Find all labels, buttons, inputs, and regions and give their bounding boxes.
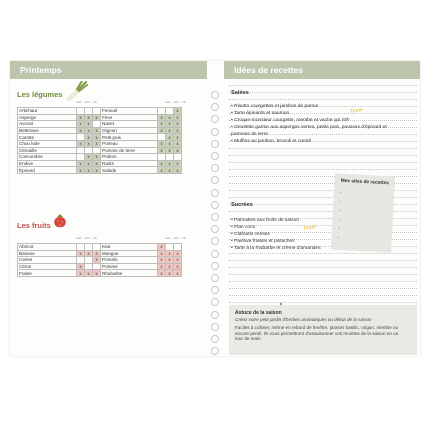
recipe-sites-card: [331, 173, 395, 252]
ruled-line: [229, 99, 417, 100]
season-cell: x: [166, 140, 174, 147]
season-cell: [166, 108, 174, 115]
table-row: [18, 257, 182, 264]
binder-ring: [211, 225, 219, 233]
produce-name: Concombre: [18, 154, 77, 161]
season-cell: x: [174, 160, 182, 167]
salees-list: [231, 104, 387, 145]
planner-page: [10, 61, 420, 356]
season-cell: x: [174, 134, 182, 141]
produce-name: Poireau: [101, 140, 158, 147]
ruled-line: [229, 92, 417, 93]
season-cell: x: [77, 140, 85, 147]
season-tip-box: [229, 305, 417, 355]
binder-ring: [211, 213, 219, 221]
season-cell: [93, 244, 101, 251]
season-cell: [77, 244, 85, 251]
produce-name: Fève: [101, 114, 158, 121]
table-row: [18, 127, 182, 134]
season-cell: [85, 257, 93, 264]
card-title: Mes sites de recettes: [340, 178, 389, 187]
season-cell: x: [166, 127, 174, 134]
season-cell: x: [93, 167, 101, 174]
table-row: [18, 167, 182, 174]
ruled-line: [229, 281, 417, 282]
season-cell: x: [174, 257, 182, 264]
season-cell: x: [85, 250, 93, 257]
recipe-item: • Clafoutis cerises: [231, 231, 270, 237]
season-cell: x: [158, 121, 166, 128]
season-cell: [166, 154, 174, 161]
season-cell: x: [85, 114, 93, 121]
produce-name: Carotte: [18, 134, 77, 141]
season-cell: [93, 263, 101, 270]
season-cell: x: [166, 160, 174, 167]
season-cell: x: [174, 114, 182, 121]
produce-name: Citrouille: [18, 147, 77, 154]
season-cell: x: [166, 270, 174, 277]
card-bullet: •: [339, 189, 342, 195]
ruled-line: [229, 85, 417, 86]
card-bullet: •: [339, 198, 342, 204]
produce-name: Betterave: [18, 127, 77, 134]
season-cell: x: [174, 147, 182, 154]
season-cell: x: [174, 108, 182, 115]
produce-name: Petit pois: [101, 134, 158, 141]
recipe-item: • Tarte épinards et saumon: [231, 110, 290, 116]
season-cell: x: [166, 263, 174, 270]
season-cell: x: [174, 250, 182, 257]
table-row: [18, 250, 182, 257]
season-cell: [174, 154, 182, 161]
table-row: [18, 244, 182, 251]
season-cell: x: [77, 270, 85, 277]
binder-ring: [211, 164, 219, 172]
season-cell: x: [93, 250, 101, 257]
produce-name: Abricot: [18, 244, 77, 251]
fruits-title: Les fruits: [17, 221, 51, 230]
binder-ring: [211, 140, 219, 148]
season-cell: [166, 244, 174, 251]
season-cell: x: [85, 167, 93, 174]
season-cell: x: [166, 147, 174, 154]
fruits-table: [17, 243, 182, 277]
legumes-table: [17, 107, 182, 174]
season-cell: x: [158, 114, 166, 121]
season-cell: x: [174, 263, 182, 270]
binder-ring: [211, 323, 219, 331]
recipe-item: • Flan coco: [231, 224, 256, 230]
season-cell: [85, 263, 93, 270]
binder-ring: [211, 103, 219, 111]
produce-name: Asperge: [18, 114, 77, 121]
season-cell: x: [85, 140, 93, 147]
season-cell: x: [174, 121, 182, 128]
season-cell: x: [158, 127, 166, 134]
binder-ring: [211, 128, 219, 136]
leek-icon: [66, 81, 88, 101]
tip-title: Astuce de la saison: [235, 310, 282, 316]
season-cell: x: [166, 257, 174, 264]
sucrees-title: Sucrées: [231, 202, 253, 208]
season-cell: x: [85, 134, 93, 141]
recipe-item: • Muffins au jambon, brocoli et comté: [231, 138, 312, 144]
binder-ring: [211, 91, 219, 99]
season-cell: x: [158, 140, 166, 147]
tip-body: Faciles à cultiver, même en rebord de fenêtre, plantez basilic, origan, menthe ou encore persil. Ils vous permettront d'assaisonner vos recettes de la saison en un tour de main.: [235, 325, 399, 341]
season-cell: x: [158, 147, 166, 154]
left-header: Printemps: [10, 61, 207, 79]
produce-name: Navet: [101, 121, 158, 128]
recipe-item: • Pavlova fraises et pistaches: [231, 238, 295, 244]
produce-name: Oignon: [101, 127, 158, 134]
table-row: [18, 108, 182, 115]
produce-name: Potiron: [101, 154, 158, 161]
produce-name: Citron: [18, 263, 77, 270]
sucrees-list: [231, 218, 321, 253]
season-cell: [158, 154, 166, 161]
season-cell: [85, 147, 93, 154]
season-cell: x: [93, 160, 101, 167]
ruled-line: [229, 302, 417, 303]
table-row: [18, 270, 182, 277]
season-cell: [158, 108, 166, 115]
produce-name: Kiwi: [101, 244, 158, 251]
binder-ring: [211, 347, 219, 355]
season-cell: [77, 108, 85, 115]
binder-ring: [211, 201, 219, 209]
season-cell: x: [174, 167, 182, 174]
produce-name: Chou kale: [18, 140, 77, 147]
legumes-colheads-left: mars avril mai: [76, 101, 97, 104]
season-cell: x: [77, 160, 85, 167]
season-cell: x: [174, 127, 182, 134]
strawberry-icon: [52, 213, 68, 229]
season-cell: x: [85, 127, 93, 134]
produce-name: Artichaut: [18, 108, 77, 115]
season-cell: x: [77, 250, 85, 257]
produce-name: Épinard: [18, 167, 77, 174]
tested-stamp-sucrees: Testé: [302, 224, 317, 232]
table-row: [18, 263, 182, 270]
season-cell: x: [77, 121, 85, 128]
season-cell: x: [93, 270, 101, 277]
table-row: [18, 134, 182, 141]
season-cell: x: [85, 270, 93, 277]
season-cell: x: [166, 134, 174, 141]
binder-ring: [211, 335, 219, 343]
season-cell: [85, 244, 93, 251]
table-row: [18, 154, 182, 161]
season-cell: x: [166, 121, 174, 128]
produce-name: Banane: [18, 250, 77, 257]
fruits-colheads-right: mars avril mai: [165, 237, 186, 240]
card-bullet: •: [338, 225, 340, 231]
binder-ring: [211, 152, 219, 160]
produce-name: Radis: [101, 160, 158, 167]
produce-name: Pomelo: [101, 257, 158, 264]
season-cell: x: [158, 244, 166, 251]
binder-ring: [211, 189, 219, 197]
card-bullet: •: [338, 216, 341, 222]
season-cell: x: [85, 154, 93, 161]
produce-name: Endive: [18, 160, 77, 167]
season-cell: x: [77, 127, 85, 134]
recipe-item: • Pancakes aux fruits de saison: [231, 218, 300, 223]
table-row: [18, 114, 182, 121]
season-cell: [77, 257, 85, 264]
season-cell: x: [93, 257, 101, 264]
season-cell: x: [166, 167, 174, 174]
ruled-line: [229, 155, 417, 156]
binder-ring: [211, 274, 219, 282]
season-cell: x: [174, 270, 182, 277]
season-cell: x: [158, 250, 166, 257]
season-cell: x: [166, 114, 174, 121]
season-cell: x: [93, 114, 101, 121]
salees-title: Salées: [231, 90, 249, 96]
recipe-item: • Croque-monsieur courgette, menthe et vache qui rit®: [231, 117, 350, 123]
table-row: [18, 140, 182, 147]
recipe-item: • Tarte à la rhubarbe et crème d'amandes: [231, 245, 321, 251]
produce-name: Fraise: [18, 270, 77, 277]
season-cell: [77, 147, 85, 154]
season-cell: x: [77, 114, 85, 121]
produce-name: Pomme: [101, 263, 158, 270]
season-cell: x: [166, 250, 174, 257]
season-cell: [93, 147, 101, 154]
binder-ring: [211, 115, 219, 123]
season-cell: x: [85, 121, 93, 128]
season-cell: x: [93, 140, 101, 147]
card-bullet: •: [338, 207, 341, 213]
legumes-title: Les légumes: [17, 90, 63, 99]
ruled-line: [229, 267, 417, 268]
binder-rings: [207, 61, 224, 356]
ruled-line: [229, 288, 417, 289]
season-cell: [93, 108, 101, 115]
produce-name: Avocat: [18, 121, 77, 128]
season-cell: [158, 134, 166, 141]
season-cell: x: [158, 257, 166, 264]
binder-ring: [211, 176, 219, 184]
card-bullet: •: [337, 234, 340, 240]
ruled-line: [229, 253, 417, 254]
binder-ring: [211, 298, 219, 306]
recipe-item: • Omelette garnie aux asperges vertes, petits pois, pousses d'épinard et: [231, 124, 387, 130]
produce-name: Salade: [101, 167, 158, 174]
binder-ring: [211, 286, 219, 294]
ruled-line: [229, 295, 417, 296]
ruled-line: [229, 260, 417, 261]
tested-stamp-salees: Testé: [349, 107, 364, 115]
season-cell: [93, 121, 101, 128]
season-cell: x: [77, 263, 85, 270]
ruled-line: [229, 162, 417, 163]
produce-name: Pomme de terre: [101, 147, 158, 154]
binder-ring: [211, 311, 219, 319]
ruled-line: [229, 148, 417, 149]
table-row: [18, 147, 182, 154]
season-cell: x: [158, 270, 166, 277]
fruits-colheads-left: mars avril mai: [76, 237, 97, 240]
ruled-line: [229, 169, 417, 170]
produce-name: Mangue: [101, 250, 158, 257]
right-header: Idées de recettes: [224, 61, 420, 79]
season-cell: x: [77, 167, 85, 174]
binder-ring: [211, 250, 219, 258]
table-row: [18, 160, 182, 167]
tip-intro: Créez votre petit jardin d'herbes aromatiques ou début de la saison: [235, 317, 372, 322]
season-cell: [85, 108, 93, 115]
legumes-colheads-right: mars avril mai: [165, 101, 186, 104]
produce-name: Fenouil: [101, 108, 158, 115]
season-cell: x: [158, 160, 166, 167]
season-cell: x: [158, 167, 166, 174]
season-cell: x: [93, 127, 101, 134]
season-cell: [174, 244, 182, 251]
season-cell: x: [85, 160, 93, 167]
table-row: [18, 121, 182, 128]
binder-ring: [211, 262, 219, 270]
season-cell: x: [174, 140, 182, 147]
recipe-item: pommes de terre: [231, 131, 268, 137]
ruled-line: [229, 274, 417, 275]
season-cell: [77, 134, 85, 141]
season-cell: x: [93, 134, 101, 141]
recipe-item: • Risotto courgettes et jambon de parme: [231, 104, 319, 109]
season-cell: [77, 154, 85, 161]
season-cell: x: [158, 263, 166, 270]
binder-ring: [211, 237, 219, 245]
produce-name: Cerise: [18, 257, 77, 264]
season-cell: x: [93, 154, 101, 161]
produce-name: Rhubarbe: [101, 270, 158, 277]
